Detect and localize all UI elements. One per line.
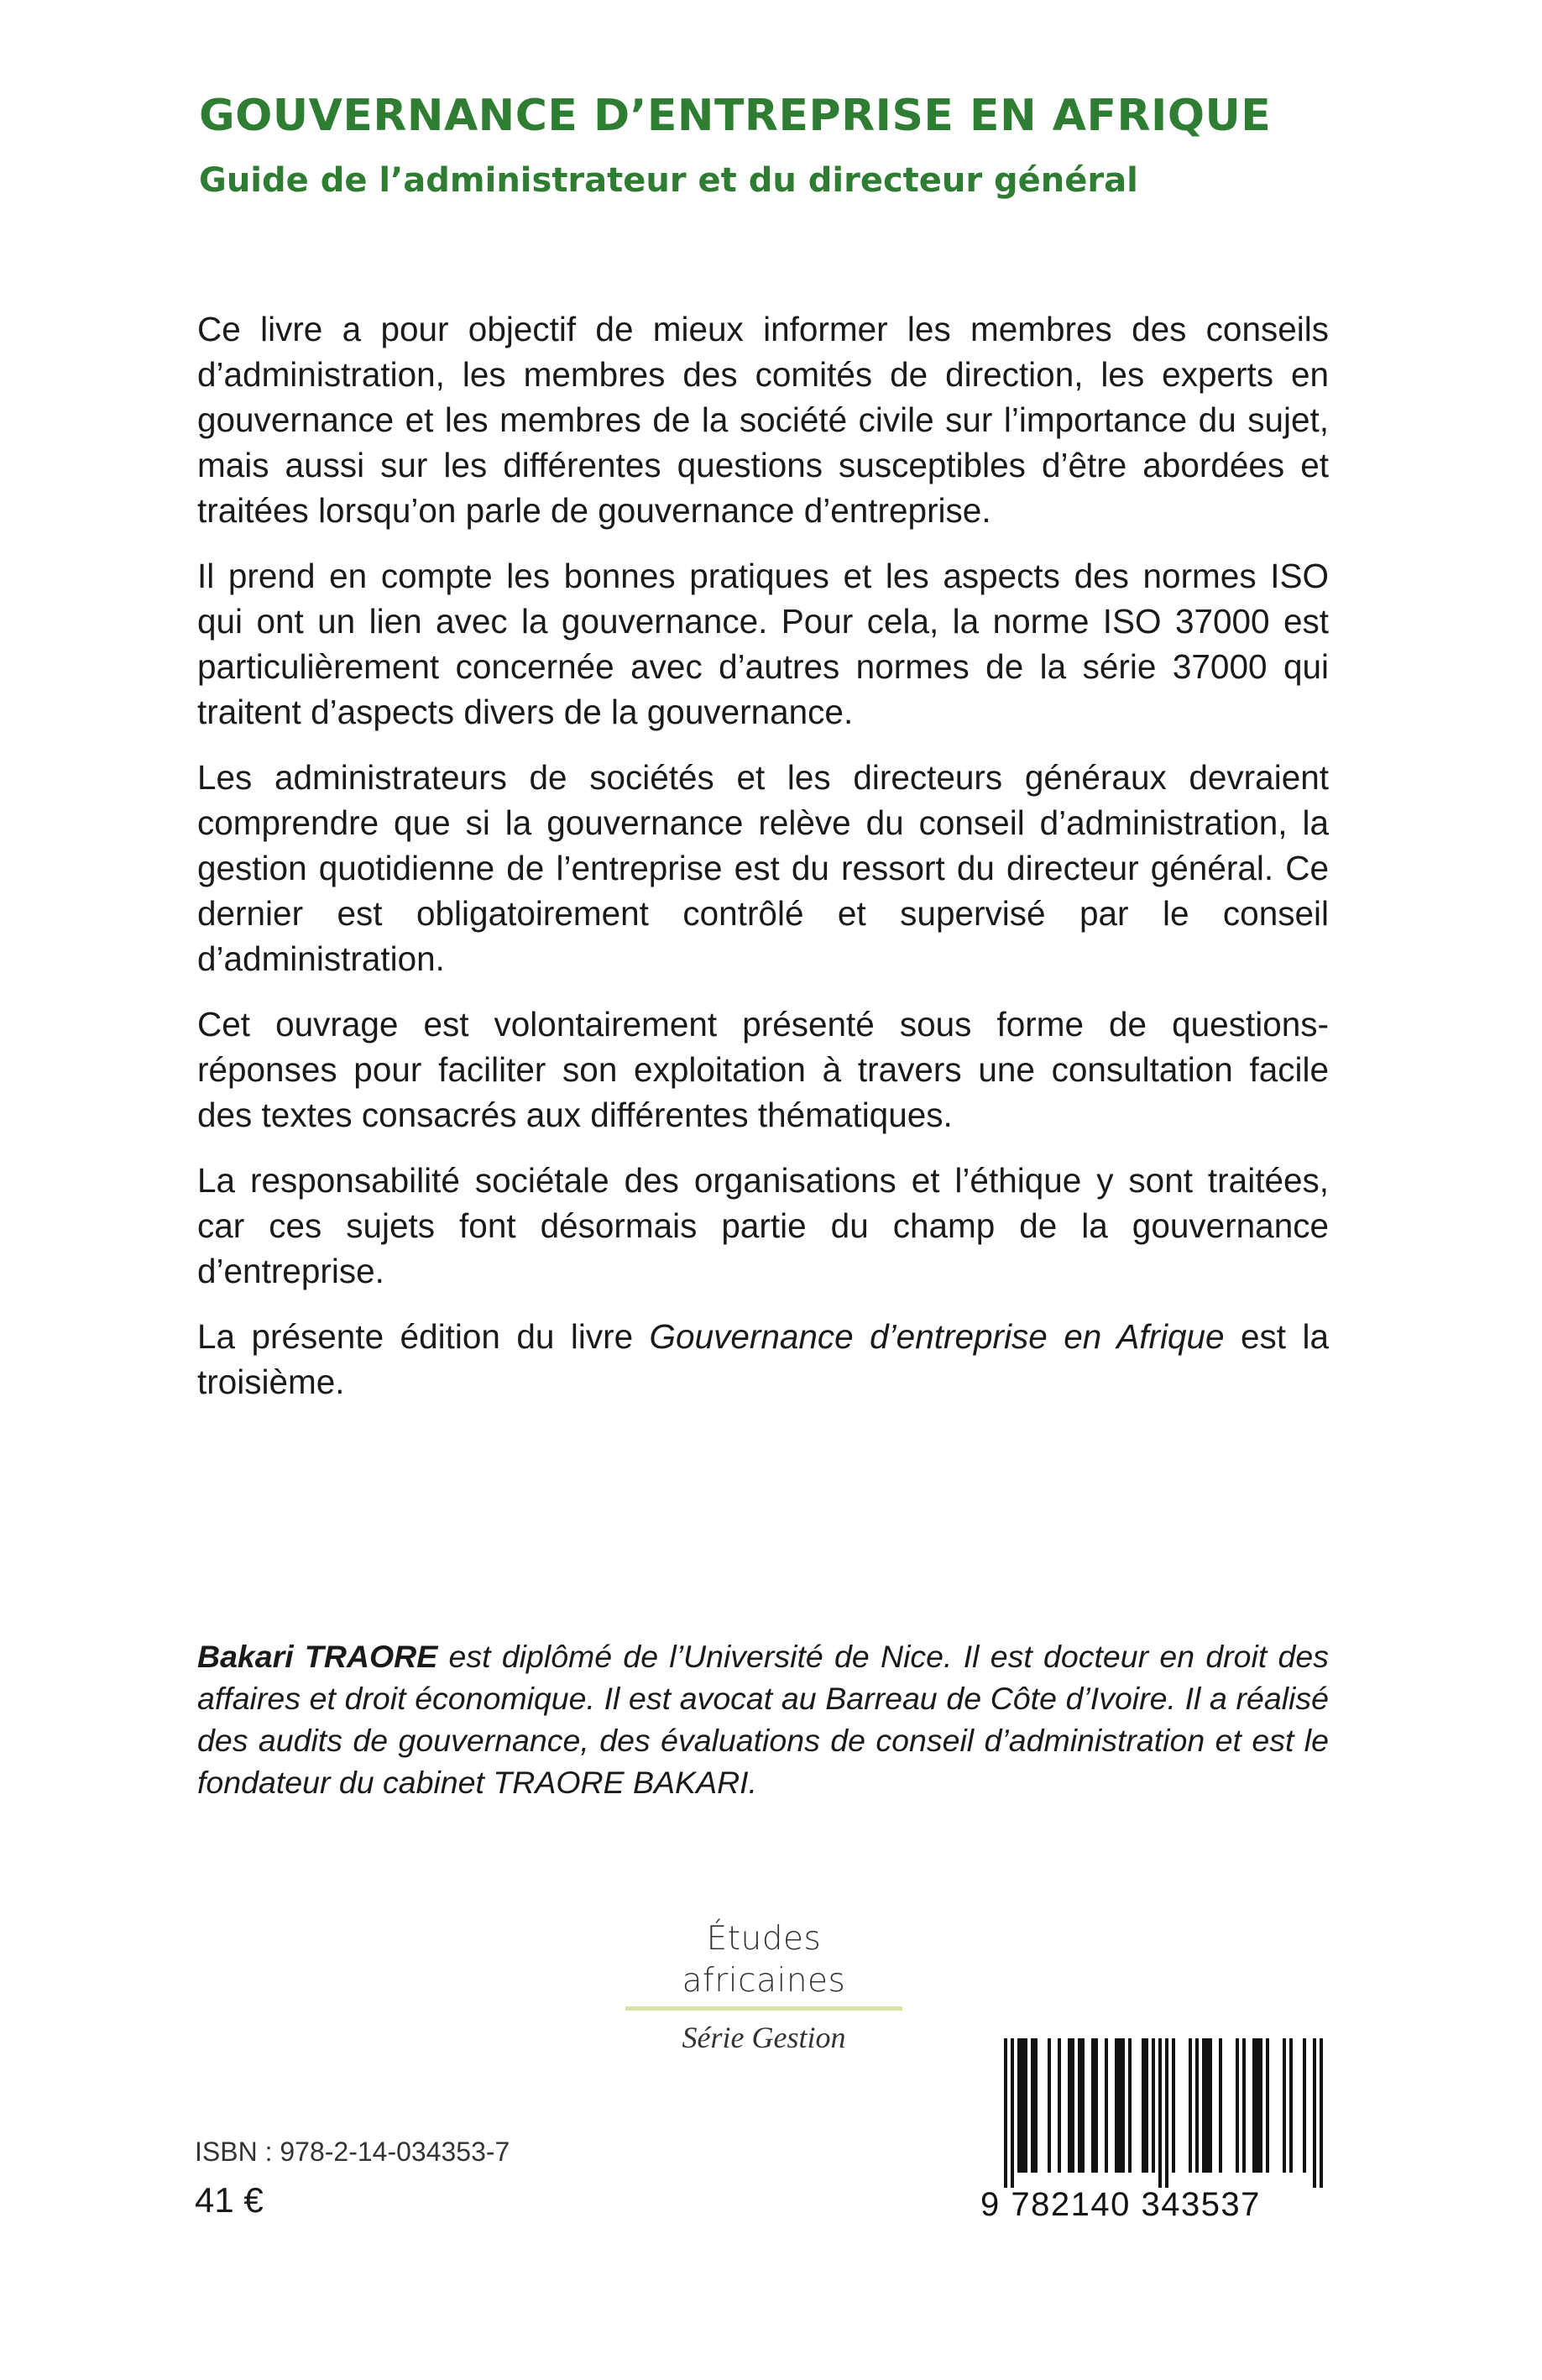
barcode-bar — [1313, 2038, 1316, 2188]
barcode-bar — [1145, 2038, 1148, 2173]
barcode-bar — [1289, 2038, 1293, 2173]
barcode-bar — [1021, 2038, 1024, 2173]
barcode-bar — [1242, 2038, 1246, 2173]
book-title: GOUVERNANCE D’ENTREPRISE EN AFRIQUE — [199, 91, 1272, 141]
barcode-bar — [1091, 2038, 1095, 2173]
barcode-bar — [1142, 2038, 1145, 2173]
barcode-bar — [1068, 2038, 1071, 2173]
author-name: Bakari TRAORE — [197, 1639, 438, 1674]
description — [197, 306, 1329, 1425]
barcode-bar — [1004, 2038, 1007, 2188]
barcode-bar — [1320, 2038, 1323, 2188]
series-name: Études africaines — [682, 1920, 846, 2000]
author-bio — [197, 1635, 1329, 1803]
barcode-bar — [1202, 2038, 1205, 2173]
barcode-bar — [1165, 2038, 1168, 2188]
barcode-bar — [1259, 2038, 1262, 2173]
description-paragraph — [197, 1314, 1329, 1404]
series-divider — [625, 2006, 902, 2011]
description-paragraph: Les administrateurs de sociétés et les directeurs généraux devraient comprendre que si la gouvernance relève du conseil d’administration, la gestion quotidienne de l’entreprise est du ressort du directeur général. Ce dernier est obligatoirement contrôlé et supervisé par le conseil d’administration. — [197, 758, 1329, 978]
barcode-bar — [1252, 2038, 1256, 2173]
barcode-bar — [1071, 2038, 1074, 2173]
barcode-bar — [1081, 2038, 1085, 2173]
description-paragraph: Il prend en compte les bonnes pratiques et les aspects des normes ISO qui ont un lien avec la gouvernance. Pour cela, la norme ISO 37000 est particulièrement concernée avec d’autres normes de la série 37000 qui traitent d’aspects divers de la gouvernance. — [197, 557, 1329, 731]
barcode-bar — [1121, 2038, 1125, 2173]
barcode-bar — [1128, 2038, 1132, 2173]
book-subtitle: Guide de l’administrateur et du directeur général — [199, 161, 1138, 200]
barcode-bar — [1017, 2038, 1021, 2173]
barcode-bar — [1115, 2038, 1118, 2173]
barcode-bar — [1105, 2038, 1108, 2173]
barcode-bars — [1004, 2038, 1323, 2188]
barcode-digits: 9 782140 343537 — [980, 2186, 1261, 2223]
barcode-bar — [1256, 2038, 1259, 2173]
series-logo — [625, 1918, 902, 2056]
barcode-bar — [1195, 2038, 1199, 2173]
author-bio-text: est diplômé de l’Université de Nice. Il est docteur en droit des affaires et droit économique. Il est avocat au Barreau de Côte d’Ivoire. Il a réalisé des audits de gouvernance, des évaluations de conseil d’administration et est le fondateur du cabinet TRAORE BAKARI. — [197, 1639, 1329, 1800]
barcode-bar — [1236, 2038, 1239, 2173]
barcode-bar — [1048, 2038, 1051, 2173]
barcode-bar — [1219, 2038, 1222, 2173]
price: 41 € — [195, 2180, 264, 2220]
barcode-bar — [1172, 2038, 1175, 2173]
barcode-bar — [1283, 2038, 1286, 2173]
barcode-bar — [1034, 2038, 1038, 2173]
barcode — [980, 2038, 1325, 2221]
description-paragraph: La responsabilité sociétale des organisations et l’éthique y sont traitées, car ces sujets font désormais partie du champ de la gouvernance d’entreprise. — [197, 1161, 1329, 1290]
barcode-bar — [1189, 2038, 1192, 2173]
barcode-bar — [1011, 2038, 1014, 2188]
barcode-bar — [1158, 2038, 1162, 2188]
isbn: ISBN : 978-2-14-034353-7 — [195, 2137, 510, 2167]
barcode-bar — [1031, 2038, 1034, 2173]
series-subseries: Série Gestion — [682, 2021, 846, 2054]
barcode-bar — [1118, 2038, 1121, 2173]
barcode-bar — [1152, 2038, 1155, 2173]
description-paragraph: Ce livre a pour objectif de mieux informer les membres des conseils d’administration, les membres des comités de direction, les experts en gouvernance et les membres de la société civile sur l’importance du sujet, mais aussi sur les différentes questions susceptibles d’être abordées et traitées lorsqu’on parle de gouvernance d’entreprise. — [197, 310, 1329, 530]
edition-text-start: La présente édition du livre — [197, 1317, 650, 1356]
barcode-bar — [1095, 2038, 1098, 2173]
barcode-bar — [1205, 2038, 1209, 2173]
barcode-bar — [1209, 2038, 1212, 2173]
barcode-bar — [1058, 2038, 1061, 2173]
barcode-bar — [1266, 2038, 1269, 2173]
barcode-bar — [1024, 2038, 1027, 2173]
barcode-bar — [1303, 2038, 1306, 2173]
edition-text-end: est la troisième. — [197, 1317, 1329, 1401]
barcode-bar — [1078, 2038, 1081, 2173]
edition-book-title: Gouvernance d’entreprise en Afrique — [649, 1317, 1225, 1356]
description-paragraph: Cet ouvrage est volontairement présenté sous forme de questions-réponses pour faciliter son exploitation à travers une consultation facile des textes consacrés aux différentes thématiques. — [197, 1005, 1329, 1134]
